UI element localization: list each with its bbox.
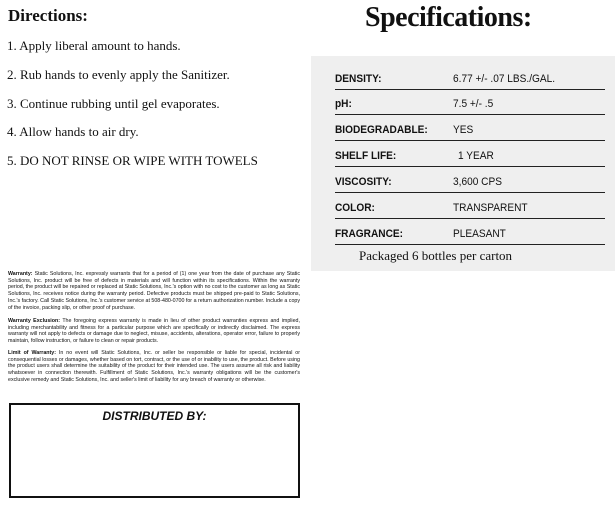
spec-underline bbox=[335, 192, 605, 193]
spec-value: YES bbox=[453, 124, 474, 136]
warranty-text: Static Solutions, Inc. expressly warrants that for a period of (1) one year from the date of purchase any Static Solutions, Inc. product will be free of defects in materials and will function within its specifications. Within the warranty period, the product will be repaired or replaced at Static Solutions, Inc.'s option with no cost to the customer as long as Static Solutions, Inc. receives notice during the warranty period. Defective products must be shipped pre-paid to Static Solutions, Inc.'s factory. Call Static Solutions, Inc.'s customer service at 508-480-0700 for a return authorization number. Include a copy of the invoice, packing slip, or other proof of purchase. bbox=[8, 271, 300, 311]
limit-of-warranty-heading: Limit of Warranty: bbox=[8, 350, 57, 356]
spec-value: 7.5 +/- .5 bbox=[453, 98, 494, 110]
warranty-paragraph bbox=[8, 271, 300, 311]
warranty-heading: Warranty: bbox=[8, 271, 33, 277]
spec-label: SHELF LIFE: bbox=[335, 150, 397, 162]
direction-step-1: 1. Apply liberal amount to hands. bbox=[7, 38, 181, 53]
warranty-exclusion-heading: Warranty Exclusion: bbox=[8, 318, 60, 324]
spec-row-ph bbox=[335, 98, 605, 116]
spec-underline bbox=[335, 114, 605, 115]
direction-step-4: 4. Allow hands to air dry. bbox=[7, 124, 139, 139]
direction-step-2: 2. Rub hands to evenly apply the Sanitizer. bbox=[7, 67, 230, 82]
spec-row-color bbox=[335, 202, 605, 220]
spec-underline bbox=[335, 140, 605, 141]
warranty-exclusion-paragraph bbox=[8, 318, 300, 345]
spec-value: PLEASANT bbox=[453, 228, 506, 240]
warranty-exclusion-text: The foregoing express warranty is made in lieu of other product warranties express and implied, including merchantability and fitness for a particular purpose which are specifically or indirectly disclaimed. The express warranty will not apply to defects or damage due to neglect, misuse, accidents, alterations, operator error, failure to properly maintain, follow instruction, or failure to clean or repair products. bbox=[8, 318, 300, 345]
spec-underline bbox=[335, 89, 605, 90]
spec-value: 3,600 CPS bbox=[453, 176, 502, 188]
spec-value: 6.77 +/- .07 LBS./GAL. bbox=[453, 73, 556, 85]
spec-label: VISCOSITY: bbox=[335, 176, 392, 188]
spec-label: FRAGRANCE: bbox=[335, 228, 404, 240]
spec-value: 1 YEAR bbox=[458, 150, 494, 162]
limit-of-warranty-paragraph bbox=[8, 350, 300, 384]
spec-underline bbox=[335, 166, 605, 167]
direction-step-5: 5. DO NOT RINSE OR WIPE WITH TOWELS bbox=[7, 153, 258, 168]
direction-step-3: 3. Continue rubbing until gel evaporates. bbox=[7, 96, 220, 111]
distributed-by-label: DISTRIBUTED BY: bbox=[102, 409, 207, 423]
spec-underline bbox=[335, 218, 605, 219]
spec-underline bbox=[335, 244, 605, 245]
spec-value: TRANSPARENT bbox=[453, 202, 528, 214]
directions-title: Directions: bbox=[8, 6, 88, 25]
spec-label: BIODEGRADABLE: bbox=[335, 124, 428, 136]
spec-label: COLOR: bbox=[335, 202, 375, 214]
spec-label: DENSITY: bbox=[335, 73, 382, 85]
spec-row-viscosity bbox=[335, 176, 605, 194]
spec-row-density bbox=[335, 73, 605, 91]
spec-label: pH: bbox=[335, 98, 352, 110]
specifications-title: Specifications: bbox=[365, 2, 532, 33]
spec-row-fragrance bbox=[335, 228, 605, 246]
packaged-note: Packaged 6 bottles per carton bbox=[359, 248, 513, 263]
distributed-by-box bbox=[9, 403, 300, 498]
spec-row-shelf-life bbox=[335, 150, 605, 168]
limit-of-warranty-text: In no event will Static Solutions, Inc. or seller be responsible or liable for special, incidental or consequential losses or damages, whether based on tort, contract, or the use of or inability to use, the product. Before using the product users shall determine the suitability of the product for their intended use. The users assume all risk and liability whatsoever in connection therewith. Fulfillment of Static Solutions, Inc.'s warranty obligations will be the customer's exclusive remedy and Static Solutions, Inc. and seller's limit of liability for any breach of warranty or otherwise. bbox=[8, 350, 300, 383]
spec-row-biodegradable bbox=[335, 124, 605, 142]
